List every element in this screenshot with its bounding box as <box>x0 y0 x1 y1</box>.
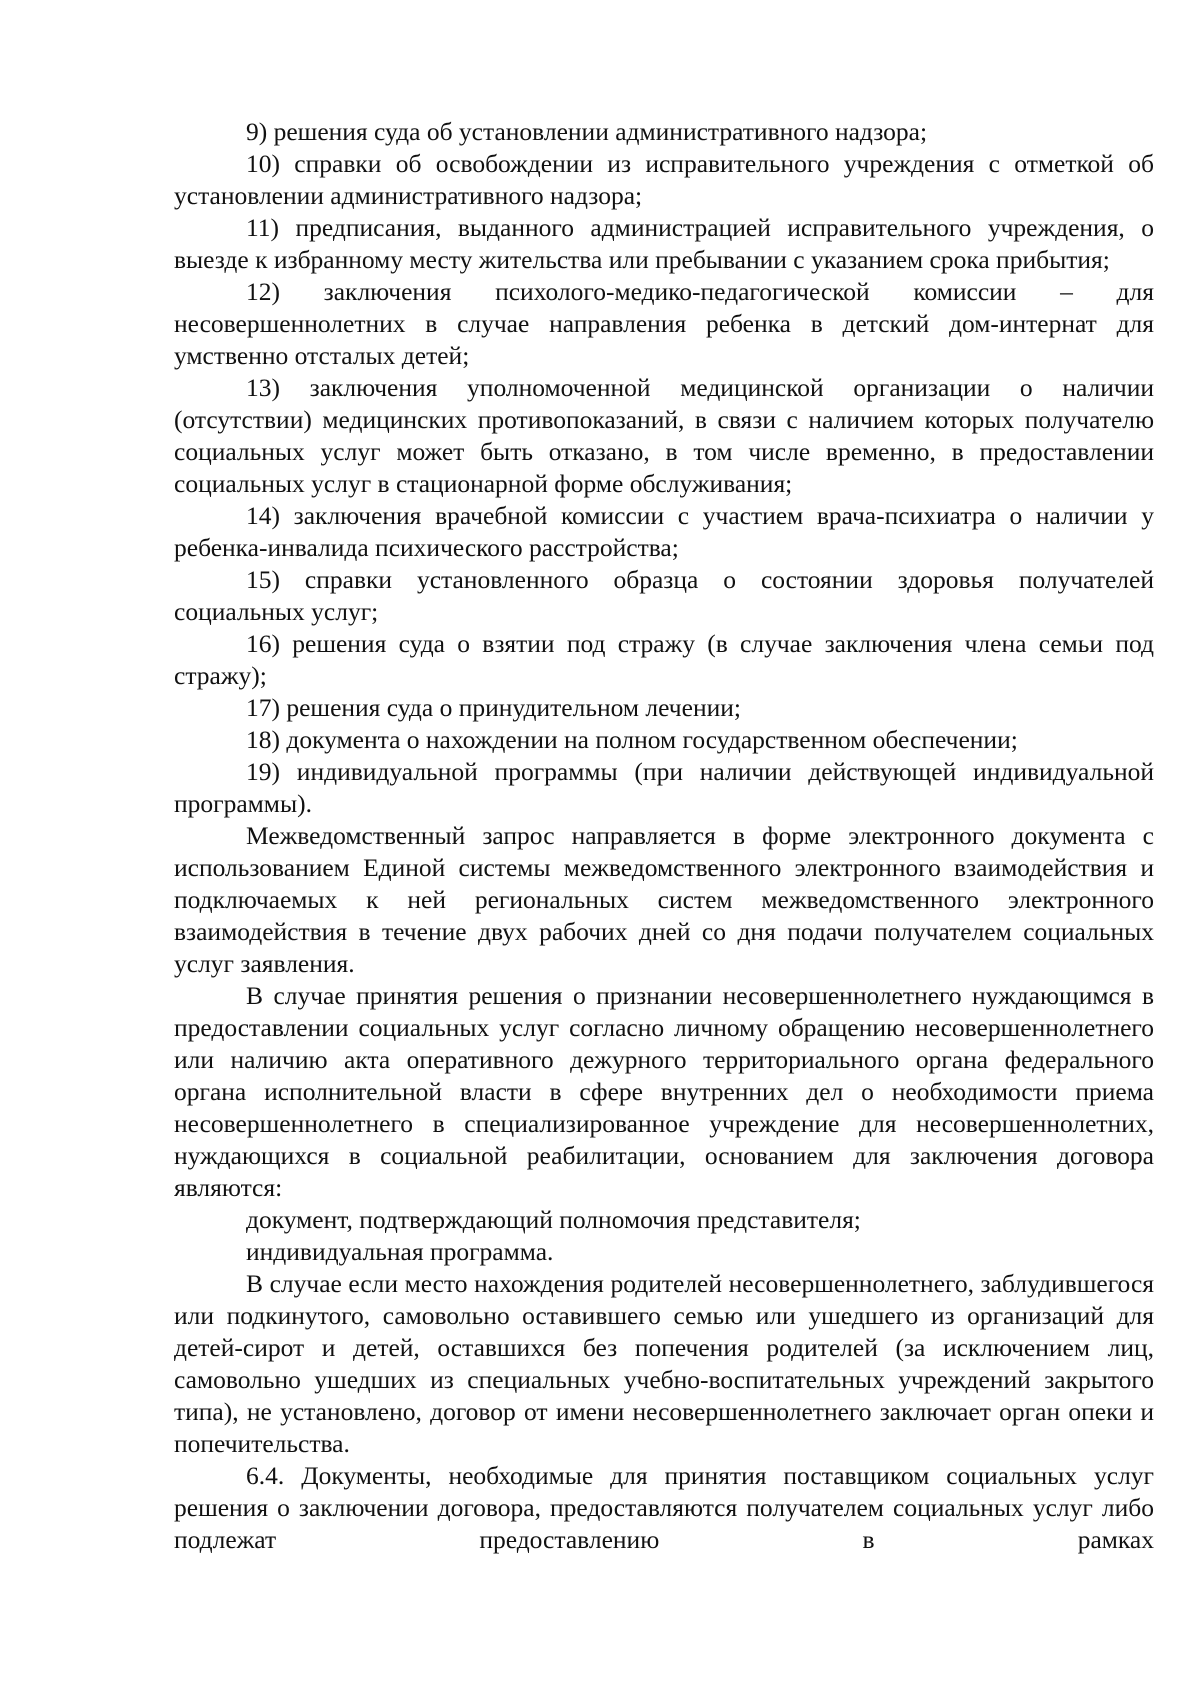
paragraph-item-11: 11) предписания, выданного администрацией исправительного учреждения, о выезде к избранному месту жительства или пребывании с указанием срока прибытия; <box>174 213 1154 274</box>
paragraph-item-9: 9) решения суда об установлении административного надзора; <box>246 117 928 146</box>
paragraph-representative-document: документ, подтверждающий полномочия представителя; <box>246 1205 861 1234</box>
paragraph-guardianship: В случае если место нахождения родителей несовершеннолетнего, заблудившегося или подкинутого, самовольно оставившего семью или ушедшего из организаций для детей-сирот и детей, оставшихся без попечения родителей (за исключением лиц, самовольно ушедших из специальных учебно-воспитательных учреждений закрытого типа), не установлено, договор от имени несовершеннолетнего заключает орган опеки и попечительства. <box>174 1269 1154 1458</box>
paragraph-item-13: 13) заключения уполномоченной медицинской организации о наличии (отсутствии) медицинских противопоказаний, в связи с наличием которых получателю социальных услуг может быть отказано, в том числе временно, в предоставлении социальных услуг в стационарной форме обслуживания; <box>174 373 1154 498</box>
paragraph-individual-program: индивидуальная программа. <box>246 1237 554 1266</box>
paragraph-item-17: 17) решения суда о принудительном лечении; <box>246 693 741 722</box>
paragraph-item-19: 19) индивидуальной программы (при наличии действующей индивидуальной программы). <box>174 757 1154 818</box>
paragraph-item-10: 10) справки об освобождении из исправительного учреждения с отметкой об установлении административного надзора; <box>174 149 1154 210</box>
paragraph-section-6-4: 6.4. Документы, необходимые для принятия поставщиком социальных услуг решения о заключении договора, предоставляются получателем социальных услуг либо подлежат предоставлению в рамках <box>174 1461 1154 1554</box>
paragraph-item-14: 14) заключения врачебной комиссии с участием врача-психиатра о наличии у ребенка-инвалида психического расстройства; <box>174 501 1154 562</box>
document-body <box>174 116 1154 1556</box>
paragraph-item-15: 15) справки установленного образца о состоянии здоровья получателей социальных услуг; <box>174 565 1154 626</box>
paragraph-interagency-request: Межведомственный запрос направляется в форме электронного документа с использованием Единой системы межведомственного электронного взаимодействия и подключаемых к ней региональных систем межведомственного электронного взаимодействия в течение двух рабочих дней со дня подачи получателем социальных услуг заявления. <box>174 821 1154 978</box>
paragraph-item-16: 16) решения суда о взятии под стражу (в случае заключения члена семьи под стражу); <box>174 629 1154 690</box>
paragraph-item-18: 18) документа о нахождении на полном государственном обеспечении; <box>246 725 1018 754</box>
paragraph-minor-recognition: В случае принятия решения о признании несовершеннолетнего нуждающимся в предоставлении социальных услуг согласно личному обращению несовершеннолетнего или наличию акта оперативного дежурного территориального органа федерального органа исполнительной власти в сфере внутренних дел о необходимости приема несовершеннолетнего в специализированное учреждение для несовершеннолетних, нуждающихся в социальной реабилитации, основанием для заключения договора являются: <box>174 981 1154 1202</box>
paragraph-item-12: 12) заключения психолого-медико-педагогической комиссии – для несовершеннолетних в случае направления ребенка в детский дом-интернат для умственно отсталых детей; <box>174 277 1154 370</box>
